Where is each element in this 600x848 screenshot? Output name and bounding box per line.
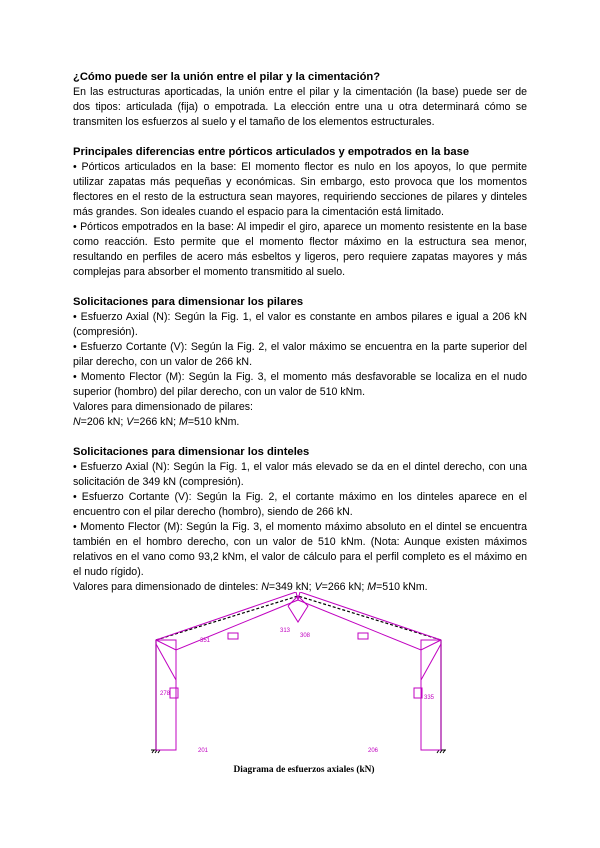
document-body: [73, 70, 527, 595]
columns-values: N=206 kN; V=266 kN; M=510 kNm.: [73, 416, 240, 428]
section-union-paragraph: En las estructuras aporticadas, la unión entre el pilar y la cimentación (la base) puede ser de dos tipos: articulada (fija) o empotrada. La elección entre una u otra determinará cómo se transmiten los esfuerzos al suelo y el tamaño de los elementos estructurales.: [73, 86, 527, 128]
right-knee-diagonal: [421, 644, 441, 680]
axial-diagram-curves: [156, 592, 441, 750]
columns-bullet-moment: • Momento Flector (M): Según la Fig. 3, el momento más desfavorable se localiza en el nudo superior (hombro) del pilar derecho, con un valor de 510 kNm.: [73, 371, 527, 398]
left-rafter-diagram: [156, 600, 298, 650]
section-union-title: ¿Cómo puede ser la unión entre el pilar y la cimentación?: [73, 71, 381, 83]
label-left-base: 201: [198, 748, 209, 754]
supports: [151, 750, 446, 753]
section-columns-title: Solicitaciones para dimensionar los pilares: [73, 296, 304, 308]
section-beams-title: Solicitaciones para dimensionar los dinteles: [73, 446, 310, 458]
frame-structure: [156, 596, 441, 750]
label-apex-right: 308: [300, 633, 311, 639]
left-rafter-marker: [228, 633, 238, 639]
rafters-line: [156, 596, 441, 640]
label-left-column: 278: [160, 691, 171, 697]
axial-force-diagram: [148, 592, 460, 782]
right-rafter-offset: [298, 592, 441, 640]
section-differences-title: Principales diferencias entre pórticos articulados y empotrados en la base: [73, 146, 470, 158]
right-rafter-diagram: [298, 600, 441, 650]
right-rafter-marker: [358, 633, 368, 639]
columns-bullet-shear: • Esfuerzo Cortante (V): Según la Fig. 2, el valor máximo se encuentra en la parte superior del pilar derecho, con un valor de 266 kN.: [73, 341, 527, 368]
differences-bullet-fixed: • Pórticos empotrados en la base: Al impedir el giro, aparece un momento resistente en la base como reacción. Esto permite que el momento flector máximo en la estructura sea menor, resultando en perfiles de acero más esbeltos y ligeros, pero requiere zapatas mayores y más complejas para absorber el momento transmitido al suelo.: [73, 221, 527, 278]
label-apex-left: 313: [280, 628, 291, 634]
left-rafter-offset: [156, 592, 298, 640]
beams-bullet-moment: • Momento Flector (M): Según la Fig. 3, el momento máximo absoluto en el dintel se encuentra también en el hombro derecho, con un valor de 510 kNm. (Nota: Aunque existen máximos relativos en el vano como 93,2 kNm, el valor de cálculo para el perfil completo es el máximo en el nudo rígido).: [73, 521, 527, 578]
differences-bullet-articulated: • Pórticos articulados en la base: El momento flector es nulo en los apoyos, lo que permite utilizar zapatas más pequeñas y económicas. Sin embargo, esto provoca que los momentos flectores en el resto de la estructura sean mayores, requiriendo secciones de pilares y dinteles más grandes. Son ideales cuando el espacio para la cimentación está limitado.: [73, 161, 527, 218]
beams-bullet-shear: • Esfuerzo Cortante (V): Según la Fig. 2, el cortante máximo en los dinteles aparece en el encuentro con el pilar derecho (hombro), siendo de 266 kN.: [73, 491, 527, 518]
label-left-rafter: 351: [200, 638, 211, 644]
beams-values: Valores para dimensionado de dinteles: N=349 kN; V=266 kN; M=510 kNm.: [73, 581, 428, 593]
columns-bullet-axial: • Esfuerzo Axial (N): Según la Fig. 1, el valor es constante en ambos pilares e igual a 206 kN (compresión).: [73, 311, 527, 338]
columns-values-label: Valores para dimensionado de pilares:: [73, 401, 254, 413]
label-right-base: 206: [368, 748, 379, 754]
beams-bullet-axial: • Esfuerzo Axial (N): Según la Fig. 1, el valor más elevado se da en el dintel derecho, con una solicitación de 349 kN (compresión).: [73, 461, 527, 488]
figure-caption: Diagrama de esfuerzos axiales (kN): [233, 765, 375, 775]
left-column-marker: [170, 688, 178, 698]
left-knee-diagonal: [156, 644, 176, 680]
label-right-column: 335: [424, 695, 435, 701]
